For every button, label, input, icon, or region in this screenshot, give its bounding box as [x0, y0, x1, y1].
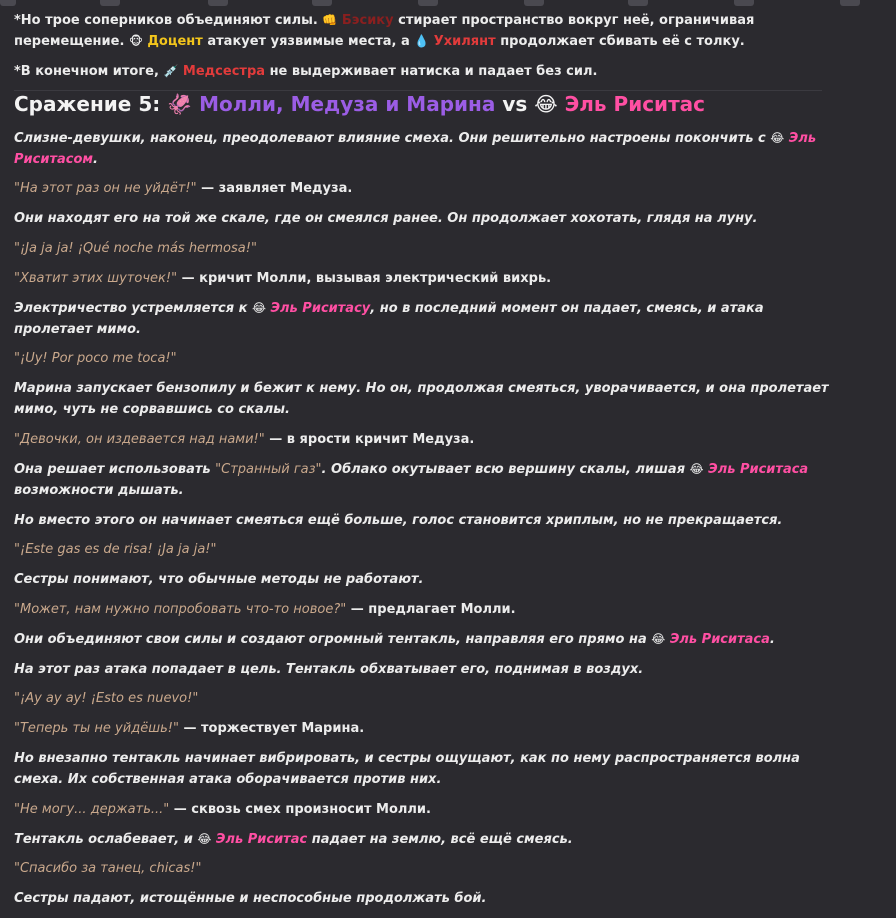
paragraph: Они находят его на той же скале, где он смеялся ранее. Он продолжает хохотать, глядя на луну.: [14, 211, 758, 227]
fist-icon: 👊: [322, 13, 338, 27]
character-name: Эль Риситасом: [14, 130, 817, 167]
text: .: [769, 631, 775, 647]
quote: "¡Este gas es de risa! ¡Ja ja ja!": [14, 542, 217, 558]
laughing-face-icon: 😂: [197, 831, 212, 846]
paragraph: [14, 178, 832, 199]
droplet-icon: 💧: [414, 34, 430, 48]
character-name: Эль Риситас: [215, 831, 308, 847]
paragraph: [14, 298, 832, 340]
quote: "На этот раз он не уйдёт!": [14, 181, 197, 197]
laughing-face-icon: 😂: [770, 130, 785, 145]
squid-icon: 🦑: [167, 91, 193, 116]
paragraph: [14, 459, 832, 501]
paragraph: [14, 799, 832, 820]
toolbar-icon[interactable]: [208, 0, 228, 6]
paragraph: [14, 348, 832, 369]
laughing-face-icon: 😂: [251, 300, 266, 315]
text: — сквозь смех произносит Молли.: [173, 801, 431, 817]
vs-label: vs: [502, 91, 528, 116]
text: Слизне-девушки, наконец, преодолевают влияние смеха. Они решительно настроены покончить с: [14, 130, 766, 146]
paragraph: [14, 539, 832, 560]
text: не выдерживает натиска и падает без сил.: [269, 63, 598, 79]
laughing-face-icon: 😂: [689, 461, 704, 476]
quote: "Хватит этих шуточек!": [14, 270, 178, 286]
toolbar-icon[interactable]: [524, 0, 544, 6]
toolbar-icon[interactable]: [0, 0, 16, 6]
character-name: Медсестра: [182, 63, 266, 79]
toolbar-icon[interactable]: [312, 0, 332, 6]
paragraph: [14, 629, 832, 650]
quote: "¡Uy! Por poco me toca!": [14, 351, 177, 367]
character-name: Эль Риситаса: [708, 461, 809, 477]
quote: "Странный газ": [215, 461, 322, 477]
character-name: Доцент: [147, 34, 203, 49]
paragraph: Сестры падают, истощённые и неспособные продолжать бой.: [14, 891, 487, 907]
opponent-name: Эль Риситас: [564, 91, 706, 116]
paragraph: [14, 599, 832, 620]
text: . Облако окутывает всю вершину скалы, лишая: [321, 461, 686, 477]
paragraph: [14, 829, 832, 850]
paragraph: [14, 718, 832, 739]
text: Тентакль ослабевает, и: [14, 831, 193, 847]
quote: "Спасибо за танец, chicas!": [14, 861, 202, 877]
toolbar-icon[interactable]: [840, 0, 860, 6]
paragraph: Но внезапно тентакль начинает вибрировать, и сестры ощущают, как по нему распространяется волна смеха. Их собственная атака оборачивается против них.: [14, 750, 800, 787]
top-toolbar-strip: [0, 0, 896, 8]
text: *Но трое соперников объединяют силы.: [14, 13, 318, 28]
toolbar-icon[interactable]: [418, 0, 438, 6]
monkey-icon: 🐵: [128, 34, 143, 48]
paragraph: [14, 858, 832, 879]
quote: "Не могу... держать...": [14, 801, 170, 817]
text: падает на землю, всё ещё смеясь.: [311, 831, 573, 847]
text: Она решает использовать: [14, 461, 211, 477]
text: .: [93, 151, 98, 167]
battle-number: Сражение 5:: [14, 91, 161, 116]
paragraph: [14, 688, 832, 709]
text: Они объединяют свои силы и создают огромный тентакль, направляя его прямо на: [14, 631, 647, 647]
text: продолжает сбивать её с толку.: [500, 34, 745, 49]
toolbar-icon[interactable]: [628, 0, 648, 6]
text: — заявляет Медуза.: [201, 181, 353, 197]
paragraph: Сестры понимают, что обычные методы не работают.: [14, 572, 424, 588]
text: атакует уязвимые места, а: [207, 34, 410, 49]
team-name: Молли, Медуза и Марина: [199, 91, 496, 116]
intro-line-1: [14, 10, 832, 52]
text: — предлагает Молли.: [350, 601, 516, 617]
story-content: [14, 10, 832, 918]
paragraph: [14, 268, 832, 289]
laughing-face-icon: 😂: [651, 631, 666, 646]
toolbar-icon[interactable]: [100, 0, 120, 6]
text: — кричит Молли, вызывая электрический вихрь.: [181, 270, 552, 286]
toolbar-icon[interactable]: [734, 0, 754, 6]
battle-heading: [14, 91, 832, 117]
paragraph: Но вместо этого он начинает смеяться ещё больше, голос становится хриплым, но не прекращается.: [14, 512, 783, 528]
quote: "Может, нам нужно попробовать что-то новое?": [14, 601, 347, 617]
syringe-icon: 💉: [163, 63, 179, 78]
character-name: Эль Риситасу: [270, 300, 371, 316]
text: стирает пространство вокруг неё, ограничивая перемещение.: [14, 13, 755, 49]
paragraph: Марина запускает бензопилу и бежит к нему. Но он, продолжая смеяться, уворачивается, и она пролетает мимо, чуть не сорвавшись со скалы.: [14, 381, 829, 418]
quote: "Девочки, он издевается над нами!": [14, 431, 265, 447]
laughing-face-icon: 😂: [534, 91, 558, 116]
text: *В конечном итоге,: [14, 63, 159, 79]
intro-line-2: [14, 61, 832, 82]
character-name: Эль Риситаса: [669, 631, 770, 647]
text: возможности дышать.: [14, 482, 184, 498]
character-name: Ухилянт: [433, 34, 496, 49]
text: , но в последний момент он падает, смеясь, и атака пролетает мимо.: [14, 300, 764, 337]
quote: "¡Ay ay ay! ¡Esto es nuevo!": [14, 691, 199, 707]
paragraph: [14, 429, 832, 450]
paragraph: На этот раз атака попадает в цель. Тентакль обхватывает его, поднимая в воздух.: [14, 661, 644, 677]
text: Электричество устремляется к: [14, 300, 248, 316]
quote: "¡Ja ja ja! ¡Qué noche más hermosa!": [14, 240, 257, 256]
paragraph: [14, 238, 832, 259]
quote: "Теперь ты не уйдёшь!": [14, 721, 179, 737]
text: — в ярости кричит Медуза.: [269, 431, 475, 447]
character-name: Бэсику: [341, 13, 394, 28]
text: — торжествует Марина.: [183, 721, 365, 737]
paragraph: [14, 128, 832, 170]
